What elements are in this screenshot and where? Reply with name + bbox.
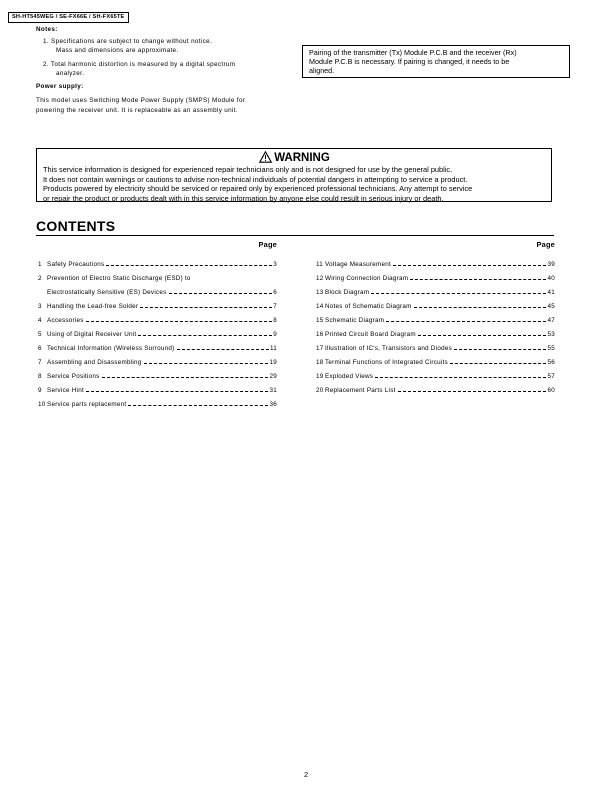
toc-entry-page: 29 bbox=[269, 373, 277, 380]
toc-entry-title: Service Hint bbox=[47, 387, 84, 394]
toc-entry-page: 57 bbox=[547, 373, 555, 380]
toc-entry-number: 20 bbox=[316, 387, 324, 394]
toc-left-column bbox=[38, 240, 277, 408]
toc-entry-page: 56 bbox=[547, 359, 555, 366]
power-supply-line-1: This model uses Switching Mode Power Supply (SMPS) Module for bbox=[36, 97, 246, 104]
warning-line-4: or repair the product or products dealt with in this service information by anyone else could result in serious injury or death. bbox=[43, 193, 444, 203]
toc-left-list bbox=[38, 254, 277, 408]
page-column-header-right: Page bbox=[536, 240, 555, 249]
toc-entry-number: 11 bbox=[316, 261, 324, 268]
toc-entry-number: 1 bbox=[38, 261, 42, 268]
toc-entry-number: 12 bbox=[316, 275, 324, 282]
page-number: 2 bbox=[303, 770, 309, 779]
toc-entry[interactable] bbox=[316, 282, 555, 296]
warning-line-3: Products powered by electricity should be serviced or repaired only by experienced professional technicians. Any attempt to service bbox=[43, 184, 473, 194]
toc-entry-number: 2 bbox=[38, 275, 42, 282]
toc-entry[interactable] bbox=[38, 324, 277, 338]
toc-leader bbox=[102, 377, 269, 378]
toc-entry-number: 16 bbox=[316, 331, 324, 338]
toc-leader bbox=[128, 405, 268, 406]
toc-entry[interactable] bbox=[316, 324, 555, 338]
toc-leader bbox=[177, 349, 269, 350]
toc-entry-number: 15 bbox=[316, 317, 324, 324]
toc-entry-number: 17 bbox=[316, 345, 324, 352]
toc-leader bbox=[393, 265, 546, 266]
toc-leader bbox=[410, 279, 546, 280]
toc-leader bbox=[106, 265, 272, 266]
pairing-note-box bbox=[302, 45, 570, 78]
toc-right-column bbox=[316, 240, 555, 394]
toc-entry[interactable] bbox=[38, 338, 277, 352]
toc-entry-page: 40 bbox=[547, 275, 555, 282]
toc-entry-title: Wiring Connection Diagram bbox=[325, 275, 409, 282]
toc-entry-title: Block Diagram bbox=[325, 289, 370, 296]
toc-entry-title: Notes of Schematic Diagram bbox=[325, 303, 412, 310]
warning-triangle-icon bbox=[259, 151, 272, 163]
toc-entry-page: 45 bbox=[547, 303, 555, 310]
toc-leader bbox=[138, 335, 272, 336]
warning-line-1: This service information is designed for experienced repair technicians only and is not designed for use by the general public. bbox=[43, 165, 453, 174]
toc-entry-number: 13 bbox=[316, 289, 324, 296]
toc-entry[interactable] bbox=[316, 296, 555, 310]
toc-entry-title: Service parts replacement bbox=[47, 401, 127, 408]
pairing-note-line-3: aligned. bbox=[309, 66, 335, 75]
toc-entry-page: 47 bbox=[547, 317, 555, 324]
toc-entry-page: 55 bbox=[547, 345, 555, 352]
toc-right-list bbox=[316, 254, 555, 394]
toc-entry[interactable] bbox=[316, 366, 555, 380]
toc-entry[interactable] bbox=[316, 268, 555, 282]
pairing-note-line-1: Pairing of the transmitter (Tx) Module P.C.B and the receiver (Rx) bbox=[309, 48, 517, 57]
toc-entry-title: Replacement Parts List bbox=[325, 387, 396, 394]
note-item-1-line-2: Mass and dimensions are approximate. bbox=[56, 47, 179, 54]
toc-entry-title: Voltage Measurement bbox=[325, 261, 392, 268]
pairing-note-line-2: Module P.C.B is necessary. If pairing is changed, it needs to be bbox=[309, 57, 510, 66]
toc-leader bbox=[454, 349, 546, 350]
toc-leader bbox=[144, 363, 269, 364]
model-tag: SH-HT545WEG / SE-FX66E / SH-FX65TE bbox=[8, 12, 129, 23]
toc-entry-page: 3 bbox=[273, 261, 277, 268]
toc-entry-page: 36 bbox=[269, 401, 277, 408]
power-supply-text bbox=[36, 96, 286, 116]
toc-entry-page: 39 bbox=[547, 261, 555, 268]
toc-entry-title: Electrostatically Sensitive (ES) Devices bbox=[47, 289, 167, 296]
power-supply-title: Power supply: bbox=[36, 83, 84, 90]
toc-leader bbox=[375, 377, 546, 378]
note-item-2-line-1: 2. Total harmonic distortion is measured by a digital spectrum bbox=[43, 61, 236, 68]
toc-entry-number: 14 bbox=[316, 303, 324, 310]
toc-leader bbox=[418, 335, 547, 336]
toc-leader bbox=[414, 307, 547, 308]
toc-entry[interactable] bbox=[316, 352, 555, 366]
toc-entry[interactable] bbox=[38, 366, 277, 380]
toc-entry[interactable] bbox=[38, 254, 277, 268]
warning-line-2: It does not contain warnings or cautions to advise non-technical individuals of potential dangers in attempting to service a product. bbox=[43, 174, 468, 184]
toc-entry[interactable] bbox=[38, 268, 277, 282]
toc-entry-title: Prevention of Electro Static Discharge (ESD) to bbox=[47, 275, 191, 282]
toc-entry-number: 3 bbox=[38, 303, 42, 310]
toc-leader bbox=[169, 293, 273, 294]
toc-entry-number: 7 bbox=[38, 359, 42, 366]
toc-entry-number: 18 bbox=[316, 359, 324, 366]
toc-entry-number: 4 bbox=[38, 317, 42, 324]
toc-entry-number: 10 bbox=[38, 401, 46, 408]
toc-entry-title: Safety Precautions bbox=[47, 261, 105, 268]
toc-entry-title: Handling the Lead-free Solder bbox=[47, 303, 139, 310]
toc-entry-number: 9 bbox=[38, 387, 42, 394]
page-column-header-left: Page bbox=[258, 240, 277, 249]
toc-entry-number: 5 bbox=[38, 331, 42, 338]
notes-section bbox=[36, 26, 286, 116]
warning-heading bbox=[43, 151, 546, 165]
toc-entry-title: Schematic Diagram bbox=[325, 317, 385, 324]
toc-leader bbox=[86, 391, 269, 392]
toc-entry-title: Technical Information (Wireless Surround) bbox=[47, 345, 175, 352]
toc-entry[interactable] bbox=[38, 394, 277, 408]
warning-text bbox=[43, 165, 546, 203]
toc-entry[interactable] bbox=[316, 310, 555, 324]
toc-entry[interactable] bbox=[38, 296, 277, 310]
toc-entry-number: 8 bbox=[38, 373, 42, 380]
contents-title: CONTENTS bbox=[36, 218, 116, 234]
warning-title: WARNING bbox=[274, 152, 330, 164]
toc-leader bbox=[371, 293, 546, 294]
toc-entry[interactable] bbox=[316, 338, 555, 352]
toc-entry-title: Service Positions bbox=[47, 373, 100, 380]
toc-entry-page: 19 bbox=[269, 359, 277, 366]
contents-rule bbox=[36, 235, 554, 236]
toc-leader bbox=[140, 307, 272, 308]
toc-entry-title: Printed Circuit Board Diagram bbox=[325, 331, 416, 338]
toc-entry-page: 31 bbox=[269, 387, 277, 394]
toc-entry-page: 60 bbox=[547, 387, 555, 394]
toc-entry[interactable] bbox=[316, 254, 555, 268]
notes-title: Notes: bbox=[36, 26, 58, 33]
toc-entry[interactable] bbox=[316, 380, 555, 394]
toc-entry-number: 19 bbox=[316, 373, 324, 380]
toc-entry-title: Accessories bbox=[47, 317, 84, 324]
note-item-2-line-2: analyzer. bbox=[56, 70, 85, 77]
toc-leader bbox=[450, 363, 547, 364]
power-supply-line-2: powering the receiver unit. It is replaceable as an assembly unit. bbox=[36, 107, 238, 114]
toc-entry-title: Illustration of IC's, Transistors and Diodes bbox=[325, 345, 452, 352]
toc-entry-title: Using of Digital Receiver Unit bbox=[47, 331, 137, 338]
toc-entry-title: Terminal Functions of Integrated Circuits bbox=[325, 359, 448, 366]
note-item-2 bbox=[43, 60, 286, 78]
toc-entry[interactable] bbox=[38, 380, 277, 394]
toc-entry-page: 11 bbox=[269, 345, 277, 352]
toc-entry-title: Exploded Views bbox=[325, 373, 374, 380]
toc-entry-title: Assembling and Disassembling bbox=[47, 359, 142, 366]
toc-leader bbox=[386, 321, 546, 322]
toc-entry-page: 41 bbox=[547, 289, 555, 296]
note-item-1-line-1: 1. Specifications are subject to change without notice. bbox=[43, 38, 213, 45]
toc-entry[interactable] bbox=[38, 310, 277, 324]
toc-entry-page: 53 bbox=[547, 331, 555, 338]
note-item-1 bbox=[43, 37, 286, 55]
toc-entry-page: 6 bbox=[273, 289, 277, 296]
toc-leader bbox=[398, 391, 547, 392]
toc-entry-page: 9 bbox=[273, 331, 277, 338]
toc-entry-number: 6 bbox=[38, 345, 42, 352]
toc-entry[interactable] bbox=[38, 352, 277, 366]
toc-leader bbox=[86, 321, 273, 322]
toc-entry[interactable] bbox=[38, 282, 277, 296]
toc-entry-page: 8 bbox=[273, 317, 277, 324]
warning-box bbox=[36, 148, 552, 202]
toc-entry-page: 7 bbox=[273, 303, 277, 310]
